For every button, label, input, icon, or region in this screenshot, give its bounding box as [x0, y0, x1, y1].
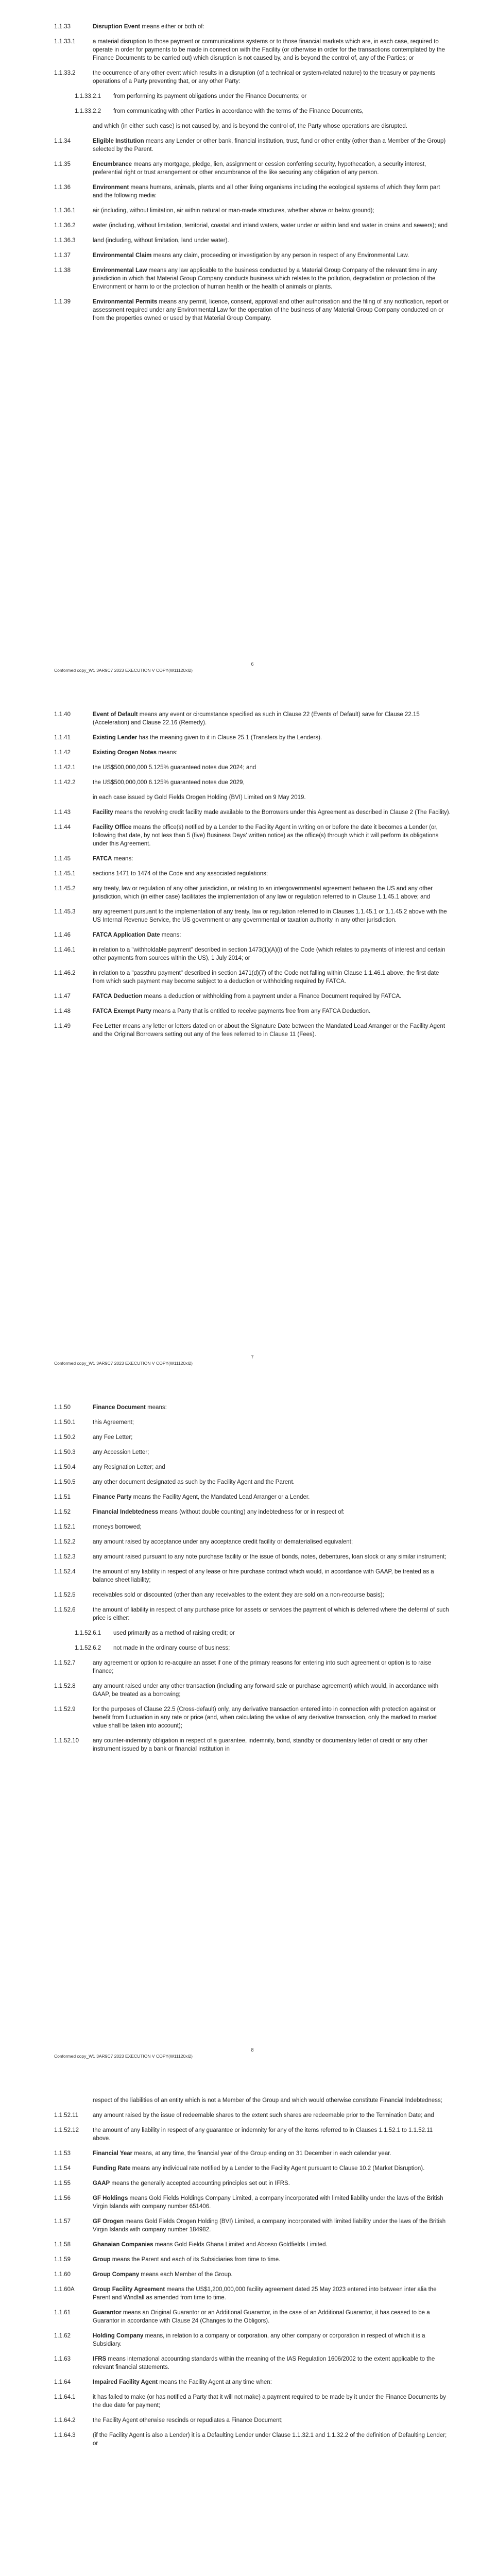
- clause-1.1.40: 1.1.40 Event of Default means any event or circumstance specified as such in Clause 22 (Events of Default) save for Clause 22.15 (Acceleration) and Clause 22.16 (Remedy).: [54, 711, 420, 726]
- clause-1.1.46: 1.1.46 FATCA Application Date means:: [54, 932, 181, 938]
- clause-1.1.46.2: 1.1.46.2 in relation to a "passthru payment" described in section 1471(d)(7) of the Code not falling within Clause 1.1.46.1 above, the first date from which such payment may become subject to a deduction or withholding required by FATCA.: [54, 970, 439, 985]
- paragraph: in each case issued by Gold Fields Orogen Holding (BVI) Limited on 9 May 2019.: [93, 794, 306, 801]
- clause-1.1.50.3: 1.1.50.3 any Accession Letter;: [54, 1449, 149, 1455]
- clause-1.1.52.6.2: 1.1.52.6.2 not made in the ordinary course of business;: [75, 1645, 230, 1651]
- clause-1.1.42: 1.1.42 Existing Orogen Notes means:: [54, 750, 178, 756]
- page-footer: 6 Conformed copy_W1 3AR9C7 2023 EXECUTION V COPY(W11120xl2): [54, 668, 451, 673]
- clause-1.1.52.11: 1.1.52.11 any amount raised by the issue of redeemable shares to the extent such shares are redeemable prior to the Termination Date; and: [54, 2112, 434, 2119]
- clause-1.1.64.3: 1.1.64.3 (if the Facility Agent is also a Lender) it is a Defaulting Lender under Clause 1.1.32.1 and 1.1.32.2 of the definition of Defaulting Lender; or: [54, 2432, 447, 2447]
- clause-1.1.49: 1.1.49 Fee Letter means any letter or letters dated on or about the Signature Date between the Mandated Lead Arranger or the Facility Agent and the Original Borrowers setting out any of the fees referred to in Clause 11 (Fees).: [54, 1023, 445, 1038]
- clause-1.1.36.1: 1.1.36.1 air (including, without limitation, air within natural or man-made structures, whether above or below ground);: [54, 208, 374, 214]
- clause-1.1.52.5: 1.1.52.5 receivables sold or discounted (other than any receivables to the extent they are sold on a non-recourse basis);: [54, 1592, 384, 1598]
- clause-1.1.33.2.2: 1.1.33.2.2 from communicating with other Parties in accordance with the terms of the Finance Documents,: [75, 108, 364, 114]
- clause-1.1.58: 1.1.58 Ghanaian Companies means Gold Fields Ghana Limited and Abosso Goldfields Limited.: [54, 2242, 328, 2248]
- clause-1.1.45.3: 1.1.45.3 any agreement pursuant to the implementation of any treaty, law or regulation referred to in Clauses 1.1.45.1 or 1.1.45.2 above with the US Internal Revenue Service, the US government or any governmental or taxation authority in any other jurisdiction.: [54, 909, 447, 923]
- clause-1.1.36.3: 1.1.36.3 land (including, without limitation, land under water).: [54, 238, 229, 244]
- clause-1.1.33.2.1: 1.1.33.2.1 from performing its payment obligations under the Finance Documents; or: [75, 93, 307, 99]
- clause-1.1.52.2: 1.1.52.2 any amount raised by acceptance under any acceptance credit facility or dematerialised equivalent;: [54, 1539, 353, 1545]
- clause-1.1.61: 1.1.61 Guarantor means an Original Guarantor or an Additional Guarantor, in the case of an Additional Guarantor, it has ceased to be a Guarantor in accordance with Clause 24 (Changes to the Obligors).: [54, 2310, 430, 2324]
- clause-1.1.33: 1.1.33 Disruption Event means either or both of:: [54, 24, 204, 30]
- paragraph: and which (in either such case) is not caused by, and is beyond the control of, the Party whose operations are disrupted.: [93, 123, 407, 129]
- page-8: [0, 1381, 497, 2074]
- clause-1.1.52.8: 1.1.52.8 any amount raised under any other transaction (including any forward sale or purchase agreement) which would, in accordance with GAAP, be treated as a borrowing;: [54, 1683, 439, 1698]
- clause-1.1.52.4: 1.1.52.4 the amount of any liability in respect of any lease or hire purchase contract which would, in accordance with GAAP, be treated as a balance sheet liability;: [54, 1569, 434, 1583]
- clause-1.1.52.10: 1.1.52.10 any counter-indemnity obligation in respect of a guarantee, indemnity, bond, standby or documentary letter of credit or any other instrument issued by a bank or financial institution in: [54, 1738, 427, 1752]
- page-number: 8: [251, 2047, 254, 2053]
- clause-1.1.41: 1.1.41 Existing Lender has the meaning given to it in Clause 25.1 (Transfers by the Lenders).: [54, 735, 322, 741]
- clause-1.1.47: 1.1.47 FATCA Deduction means a deduction or withholding from a payment under a Finance Document required by FATCA.: [54, 993, 402, 999]
- clause-1.1.36: 1.1.36 Environment means humans, animals, plants and all other living organisms including the ecological systems of which they form part and the following media:: [54, 184, 440, 199]
- clause-1.1.52: 1.1.52 Financial Indebtedness means (without double counting) any indebtedness for or in respect of:: [54, 1509, 345, 1515]
- clause-1.1.50.1: 1.1.50.1 this Agreement;: [54, 1419, 134, 1426]
- clause-1.1.33.1: 1.1.33.1 a material disruption to those payment or communications systems or to those financial markets which are, in each case, required to operate in order for payments to be made in connection with the Facility (or otherwise in order for the transactions contemplated by the Finance Documents to be carried out) which disruption is not caused by, and is beyond the control of, any of the Parties; or: [54, 39, 445, 61]
- clause-1.1.52.7: 1.1.52.7 any agreement or option to re-acquire an asset if one of the primary reasons for entering into such agreement or option is to raise finance;: [54, 1660, 432, 1674]
- clause-1.1.50: 1.1.50 Finance Document means:: [54, 1404, 167, 1411]
- clause-1.1.36.2: 1.1.36.2 water (including, without limitation, territorial, coastal and inland waters, water under or within land and water in drains and sewers); and: [54, 223, 448, 229]
- page-6: [0, 0, 497, 688]
- clause-1.1.52.1: 1.1.52.1 moneys borrowed;: [54, 1524, 142, 1530]
- clause-1.1.46.1: 1.1.46.1 in relation to a "withholdable payment" described in section 1473(1)(A)(i) of the Code (which relates to payments of interest and certain other payments from sources within the US), 1 July 2014; or: [54, 947, 445, 961]
- clause-1.1.52.12: 1.1.52.12 the amount of any liability in respect of any guarantee or indemnity for any of the items referred to in Clauses 1.1.52.1 to 1.1.52.11 above.: [54, 2127, 433, 2142]
- clause-1.1.45.1: 1.1.45.1 sections 1471 to 1474 of the Code and any associated regulations;: [54, 871, 268, 877]
- clause-1.1.48: 1.1.48 FATCA Exempt Party means a Party that is entitled to receive payments free from any FATCA Deduction.: [54, 1008, 371, 1014]
- clause-1.1.52.9: 1.1.52.9 for the purposes of Clause 22.5 (Cross-default) only, any derivative transaction entered into in connection with protection against or benefit from fluctuation in any rate or price (and, when calculating the value of any derivative transaction, only the marked to market value shall be taken into account);: [54, 1706, 437, 1729]
- clause-1.1.52.6.1: 1.1.52.6.1 used primarily as a method of raising credit; or: [75, 1630, 235, 1636]
- page-number: 6: [251, 662, 254, 667]
- clause-1.1.55: 1.1.55 GAAP means the generally accepted accounting principles set out in IFRS.: [54, 2180, 290, 2187]
- clause-1.1.42.2: 1.1.42.2 the US$500,000,000 6.125% guaranteed notes due 2029,: [54, 779, 245, 786]
- clause-1.1.44: 1.1.44 Facility Office means the office(s) notified by a Lender to the Facility Agent in writing on or before the date it becomes a Lender (or, following that date, by not less than 5 (five) Business Days' written notice) as the office(s) through which it will perform its obligations under this Agreement.: [54, 824, 439, 847]
- clause-1.1.56: 1.1.56 GF Holdings means Gold Fields Holdings Company Limited, a company incorporated with limited liability under the laws of the British Virgin Islands with company number 651406.: [54, 2195, 443, 2210]
- clause-1.1.39: 1.1.39 Environmental Permits means any permit, licence, consent, approval and other authorisation and the filing of any notification, report or assessment required under any Environmental Law for the operation of the business of any Material Group Company conducted on or from the properties owned or used by that Material Group Company.: [54, 299, 449, 321]
- clause-1.1.59: 1.1.59 Group means the Parent and each of its Subsidiaries from time to time.: [54, 2257, 281, 2263]
- clause-1.1.50.2: 1.1.50.2 any Fee Letter;: [54, 1434, 133, 1440]
- clause-1.1.33.2: 1.1.33.2 the occurrence of any other event which results in a disruption (of a technical or system-related nature) to the treasury or payments operations of a Party preventing that, or any other Party:: [54, 70, 436, 84]
- clause-1.1.50.5: 1.1.50.5 any other document designated as such by the Facility Agent and the Parent.: [54, 1479, 295, 1485]
- clause-1.1.34: 1.1.34 Eligible Institution means any Lender or other bank, financial institution, trust, fund or other entity (other than a Member of the Group) selected by the Parent.: [54, 138, 446, 152]
- clause-1.1.57: 1.1.57 GF Orogen means Gold Fields Orogen Holding (BVI) Limited, a company incorporated with limited liability under the laws of the British Virgin Islands with company number 184982.: [54, 2218, 446, 2233]
- clause-1.1.62: 1.1.62 Holding Company means, in relation to a company or corporation, any other company or corporation in respect of which it is a Subsidiary.: [54, 2333, 425, 2347]
- clause-1.1.64.1: 1.1.64.1 it has failed to make (or has notified a Party that it will not make) a payment required to be made by it under the Finance Documents by the due date for payment;: [54, 2394, 446, 2409]
- clause-1.1.35: 1.1.35 Encumbrance means any mortgage, pledge, lien, assignment or cession conferring security, hypothecation, a security interest, preferential right or trust arrangement or other encumbrance of the like securing any obligation of any person.: [54, 161, 426, 176]
- clause-1.1.37: 1.1.37 Environmental Claim means any claim, proceeding or investigation by any person in respect of any Environmental Law.: [54, 252, 409, 259]
- clause-1.1.45.2: 1.1.45.2 any treaty, law or regulation of any other jurisdiction, or relating to an intergovernmental agreement between the US and any other jurisdiction, which (in either case) facilitates the implementation of any law or regulation referred to in Clause 1.1.45.1 above; and: [54, 886, 433, 900]
- clause-1.1.60: 1.1.60 Group Company means each Member of the Group.: [54, 2272, 233, 2278]
- clause-1.1.51: 1.1.51 Finance Party means the Facility Agent, the Mandated Lead Arranger or a Lender.: [54, 1494, 310, 1500]
- clause-1.1.64: 1.1.64 Impaired Facility Agent means the Facility Agent at any time when:: [54, 2379, 272, 2385]
- clause-1.1.50.4: 1.1.50.4 any Resignation Letter; and: [54, 1464, 165, 1470]
- page-7: [0, 688, 497, 1381]
- page-footer: 7 Conformed copy_W1 3AR9C7 2023 EXECUTION V COPY(W11120xl2): [54, 1361, 451, 1366]
- clause-1.1.52.6: 1.1.52.6 the amount of liability in respect of any purchase price for assets or services the payment of which is deferred where the deferral of such price is either:: [54, 1607, 449, 1621]
- clause-1.1.54: 1.1.54 Funding Rate means any individual rate notified by a Lender to the Facility Agent pursuant to Clause 10.2 (Market Disruption).: [54, 2165, 425, 2172]
- clause-1.1.43: 1.1.43 Facility means the revolving credit facility made available to the Borrowers under this Agreement as described in Clause 2 (The Facility).: [54, 809, 451, 816]
- clause-1.1.38: 1.1.38 Environmental Law means any law applicable to the business conducted by a Material Group Company of the relevant time in any jurisdiction in which that Material Group Company conducts business which relates to the pollution, degradation or protection of the Environment or harm to or the protection of human health or the health of animals or plants.: [54, 267, 437, 290]
- paragraph: respect of the liabilities of an entity which is not a Member of the Group and which would otherwise constitute Financial Indebtedness;: [93, 2097, 442, 2104]
- page-9: [0, 2074, 497, 2576]
- clause-1.1.63: 1.1.63 IFRS means international accounting standards within the meaning of the IAS Regulation 1606/2002 to the extent applicable to the relevant financial statements.: [54, 2356, 435, 2370]
- clause-1.1.53: 1.1.53 Financial Year means, at any time, the financial year of the Group ending on 31 December in each calendar year.: [54, 2150, 391, 2157]
- clause-1.1.64.2: 1.1.64.2 the Facility Agent otherwise rescinds or repudiates a Finance Document;: [54, 2417, 283, 2424]
- clause-1.1.45: 1.1.45 FATCA means:: [54, 856, 133, 862]
- clause-1.1.52.3: 1.1.52.3 any amount raised pursuant to any note purchase facility or the issue of bonds, notes, debentures, loan stock or any similar instrument;: [54, 1554, 447, 1560]
- clause-1.1.42.1: 1.1.42.1 the US$500,000,000 5.125% guaranteed notes due 2024; and: [54, 765, 256, 771]
- page-footer: 8 Conformed copy_W1 3AR9C7 2023 EXECUTION V COPY(W11120xl2): [54, 2054, 451, 2059]
- clause-1.1.60A: 1.1.60A Group Facility Agreement means the US$1,200,000,000 facility agreement dated 25 May 2023 entered into between inter alia the Parent and Windfall as amended from time to time.: [54, 2286, 437, 2301]
- page-number: 7: [251, 1354, 254, 1360]
